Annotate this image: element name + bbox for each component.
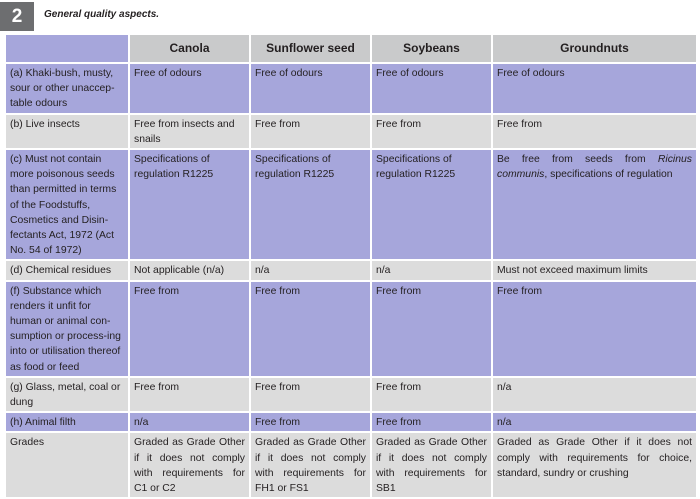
cell-soybeans: Free from (371, 412, 492, 432)
cell-groundnuts: Must not exceed maximum limits (492, 260, 697, 280)
row-label: (d) Chemical residues (5, 260, 129, 280)
quality-table (4, 33, 698, 499)
cell-groundnuts: n/a (492, 412, 697, 432)
cell-canola: Free from (129, 377, 250, 412)
table-row (5, 377, 697, 412)
cell-soybeans: Specifications of regulation R1225 (371, 149, 492, 260)
row-label: (c) Must not contain more poisonous seeds than permitted in terms of the Foodstuffs, Cosmetics and Disin-fectants Act, 1972 (Act No. 54 of 1972) (5, 149, 129, 260)
table-caption: General quality aspects. (44, 9, 160, 20)
cell-canola: Free of odours (129, 63, 250, 114)
table-row (5, 149, 697, 260)
cell-soybeans: Free of odours (371, 63, 492, 114)
table-row (5, 63, 697, 114)
table-row (5, 260, 697, 280)
cell-sunflower: Specifications of regulation R1225 (250, 149, 371, 260)
column-header-groundnuts: Groundnuts (492, 34, 697, 63)
section-number: 2 (0, 2, 34, 31)
row-label: Grades (5, 432, 129, 498)
page-header (0, 0, 700, 33)
row-label: (g) Glass, metal, coal or dung (5, 377, 129, 412)
cell-groundnuts: Free from (492, 281, 697, 377)
cell-groundnuts-text-end: , specifications of regulation (544, 169, 673, 181)
cell-groundnuts: Free of odours (492, 63, 697, 114)
cell-canola: Free from (129, 281, 250, 377)
cell-soybeans: Free from (371, 377, 492, 412)
cell-groundnuts (492, 149, 697, 260)
table-row (5, 412, 697, 432)
row-label: (a) Khaki-bush, musty, sour or other unaccep-table odours (5, 63, 129, 114)
cell-sunflower: Free from (250, 114, 371, 149)
column-header-canola: Canola (129, 34, 250, 63)
cell-groundnuts: n/a (492, 377, 697, 412)
species-name: Ricinus communis (497, 154, 692, 181)
cell-sunflower: n/a (250, 260, 371, 280)
cell-sunflower: Graded as Grade Other if it does not comply with requirements for FH1 or FS1 (250, 432, 371, 498)
cell-soybeans: Free from (371, 281, 492, 377)
cell-groundnuts: Free from (492, 114, 697, 149)
cell-groundnuts: Graded as Grade Other if it does not comply with requirements for choice, standard, sundry or crushing (492, 432, 697, 498)
cell-soybeans: n/a (371, 260, 492, 280)
header-corner (5, 34, 129, 63)
cell-canola: n/a (129, 412, 250, 432)
cell-sunflower: Free of odours (250, 63, 371, 114)
table-row (5, 114, 697, 149)
cell-canola: Not applicable (n/a) (129, 260, 250, 280)
column-header-soybeans: Soybeans (371, 34, 492, 63)
table-row (5, 281, 697, 377)
row-label: (h) Animal filth (5, 412, 129, 432)
cell-sunflower: Free from (250, 281, 371, 377)
cell-sunflower: Free from (250, 377, 371, 412)
cell-sunflower: Free from (250, 412, 371, 432)
row-label: (f) Substance which renders it unfit for human or animal con-sumption or process-ing into or utilisation thereof as food or feed (5, 281, 129, 377)
column-header-sunflower: Sunflower seed (250, 34, 371, 63)
table-row (5, 432, 697, 498)
cell-soybeans: Graded as Grade Other if it does not comply with requirements for SB1 (371, 432, 492, 498)
row-label: (b) Live insects (5, 114, 129, 149)
cell-canola: Graded as Grade Other if it does not comply with requirements for C1 or C2 (129, 432, 250, 498)
table-header-row (5, 34, 697, 63)
cell-groundnuts-text: Be free from seeds from (497, 154, 658, 166)
cell-canola: Specifications of regulation R1225 (129, 149, 250, 260)
cell-canola: Free from insects and snails (129, 114, 250, 149)
cell-soybeans: Free from (371, 114, 492, 149)
